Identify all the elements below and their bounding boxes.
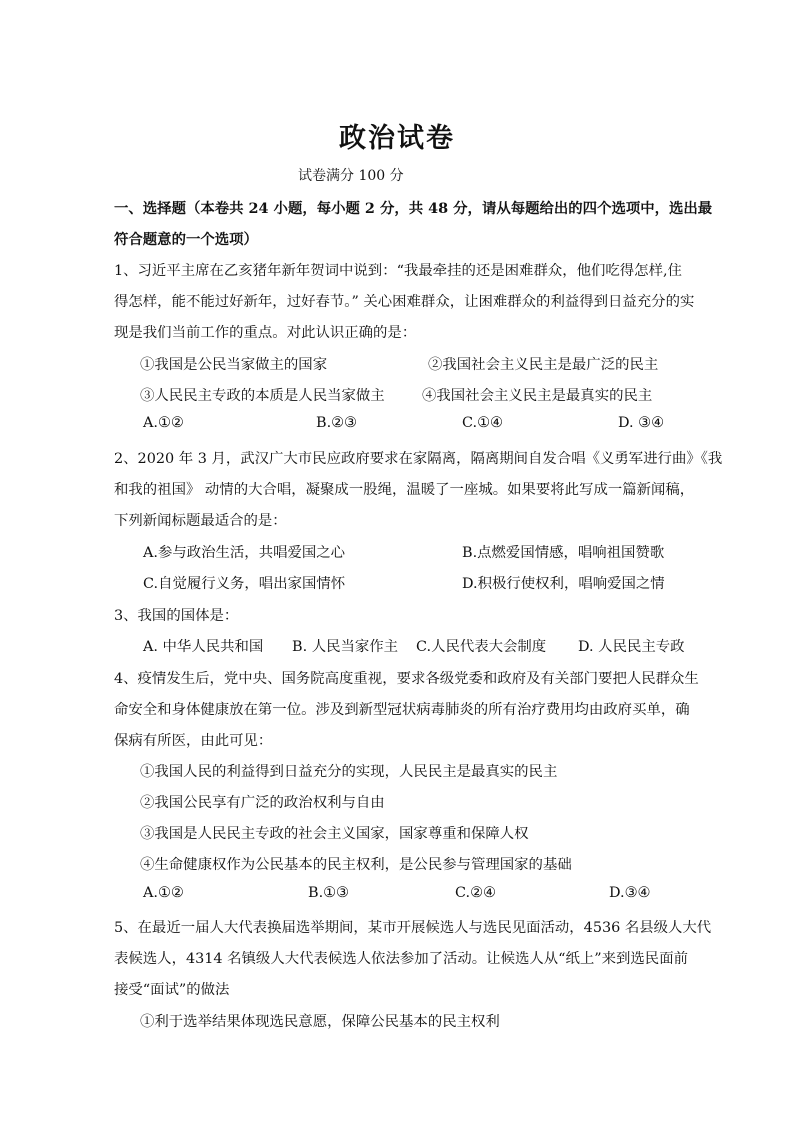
q5-stem-line-1: 5、在最近一届人大代表换届选举期间，某市开展候选人与选民见面活动，4536 名县级人大代 <box>114 920 712 936</box>
q3-option-d: D. 人民民主专政 <box>578 639 685 655</box>
q3-option-c: C.人民代表大会制度 <box>416 639 547 655</box>
q1-statement-3: ③人民民主专政的本质是人民当家做主 <box>140 388 385 404</box>
q4-option-c: C.②④ <box>455 885 496 901</box>
section-heading-line-2: 符合题意的一个选项） <box>114 231 258 248</box>
q2-option-d: D.积极行使权利，唱响爱国之情 <box>462 576 665 592</box>
q5-stem-line-3: 接受“面试”的做法 <box>114 982 230 998</box>
q4-statement-3: ③我国是人民民主专政的社会主义国家，国家尊重和保障人权 <box>140 826 529 842</box>
page-title: 政治试卷 <box>339 123 455 154</box>
q2-option-b: B.点燃爱国情感，唱响祖国赞歌 <box>462 545 665 561</box>
q2-option-c: C.自觉履行义务，唱出家国情怀 <box>143 576 346 592</box>
q2-option-a: A.参与政治生活，共唱爱国之心 <box>143 545 346 561</box>
q4-statement-1: ①我国人民的利益得到日益充分的实现，人民民主是最真实的民主 <box>140 764 558 780</box>
q4-option-b: B.①③ <box>308 885 349 901</box>
q1-option-a: A.①② <box>143 415 184 431</box>
q1-option-b: B.②③ <box>316 415 357 431</box>
q5-statement-1: ①利于选举结果体现选民意愿，保障公民基本的民主权利 <box>140 1014 500 1030</box>
q1-stem-line-1: 1、习近平主席在乙亥猪年新年贺词中说到：“我最牵挂的还是困难群众，他们吃得怎样,住 <box>114 263 682 279</box>
q4-stem-line-1: 4、疫情发生后，党中央、国务院高度重视，要求各级党委和政府及有关部门要把人民群众生 <box>114 671 699 687</box>
q5-stem-line-2: 表候选人，4314 名镇级人大代表候选人依法参加了活动。让候选人从“纸上”来到选民面前 <box>114 951 688 967</box>
page-subtitle: 试卷满分 100 分 <box>298 168 404 184</box>
q3-option-b: B. 人民当家作主 <box>292 639 399 655</box>
q1-option-d: D. ③④ <box>618 415 664 431</box>
q4-statement-2: ②我国公民享有广泛的政治权利与自由 <box>140 795 385 811</box>
q3-stem-line-1: 3、我国的国体是： <box>114 608 239 624</box>
q4-statement-4: ④生命健康权作为公民基本的民主权利，是公民参与管理国家的基础 <box>140 857 572 873</box>
q1-stem-line-2: 得怎样，能不能过好新年，过好春节。” 关心困难群众，让困难群众的利益得到日益充分的实 <box>114 294 695 310</box>
q4-stem-line-2: 命安全和身体健康放在第一位。涉及到新型冠状病毒肺炎的所有治疗费用均由政府买单，确 <box>114 702 690 718</box>
q4-option-d: D.③④ <box>609 885 651 901</box>
q1-statement-2: ②我国社会主义民主是最广泛的民主 <box>428 357 659 373</box>
q2-stem-line-1: 2、2020 年 3 月，武汉广大市民应政府要求在家隔离，隔离期间自发合唱《义勇军进行曲》《我 <box>114 451 723 467</box>
q1-option-c: C.①④ <box>462 415 503 431</box>
q1-statement-1: ①我国是公民当家做主的国家 <box>140 357 328 373</box>
q4-option-a: A.①② <box>143 885 184 901</box>
q3-option-a: A. 中华人民共和国 <box>143 639 264 655</box>
q1-stem-line-3: 现是我们当前工作的重点。对此认识正确的是： <box>114 325 417 341</box>
q1-statement-4: ④我国社会主义民主是最真实的民主 <box>422 388 653 404</box>
q2-stem-line-2: 和我的祖国》 动情的大合唱，凝聚成一股绳，温暖了一座城。如果要将此写成一篇新闻稿， <box>114 482 695 498</box>
section-heading-line-1: 一、选择题（本卷共 24 小题，每小题 2 分，共 48 分，请从每题给出的四个选项中，选出最 <box>114 200 713 217</box>
q2-stem-line-3: 下列新闻标题最适合的是： <box>114 513 287 529</box>
q4-stem-line-3: 保病有所医，由此可见： <box>114 733 273 749</box>
